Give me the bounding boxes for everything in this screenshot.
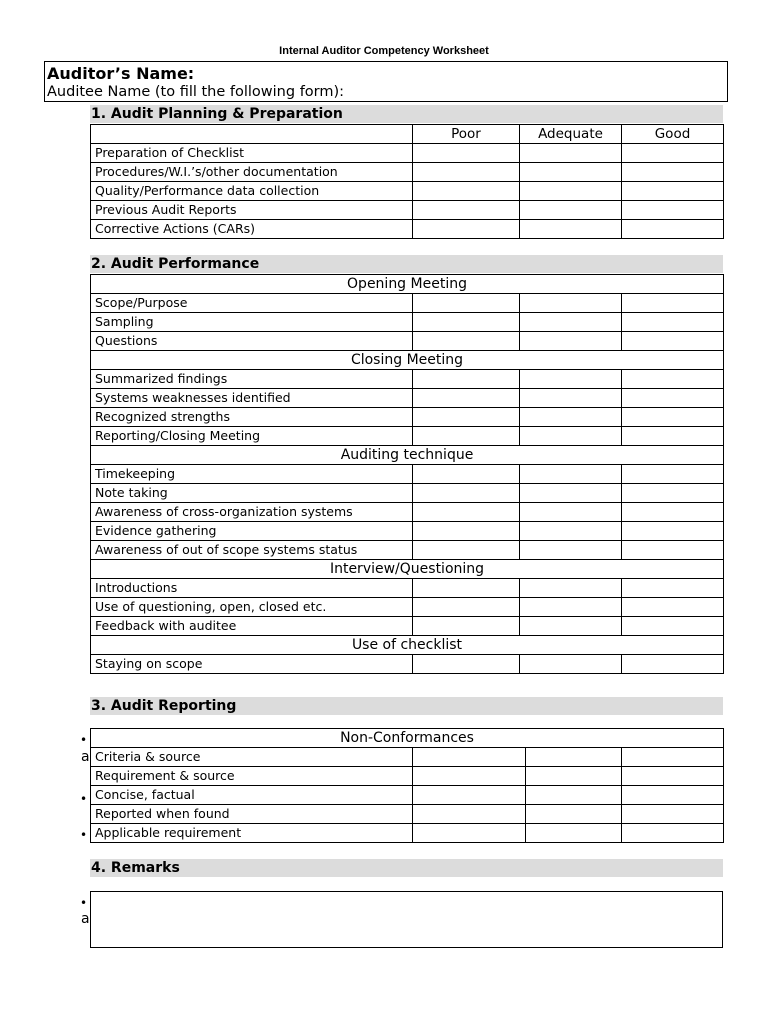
row-label: Systems weaknesses identified (91, 389, 413, 408)
rating-cell[interactable] (622, 617, 724, 636)
rating-cell[interactable] (413, 370, 520, 389)
rating-cell[interactable] (413, 313, 520, 332)
rating-cell[interactable] (520, 144, 622, 163)
stray-bullet: • (80, 828, 88, 842)
rating-cell[interactable] (520, 522, 622, 541)
rating-cell[interactable] (526, 786, 622, 805)
rating-cell[interactable] (520, 598, 622, 617)
group-header-row (91, 560, 724, 579)
group-title-auditing-technique: Auditing technique (91, 446, 724, 465)
row-label: Reported when found (91, 805, 413, 824)
rating-cell[interactable] (622, 408, 724, 427)
row-label: Criteria & source (91, 748, 413, 767)
group-title-non-conformances: Non-Conformances (91, 729, 724, 748)
rating-cell[interactable] (622, 313, 724, 332)
rating-cell[interactable] (622, 201, 724, 220)
group-header-row (91, 729, 724, 748)
rating-cell[interactable] (413, 824, 526, 843)
rating-cell[interactable] (413, 163, 520, 182)
rating-cell[interactable] (622, 389, 724, 408)
rating-cell[interactable] (622, 220, 724, 239)
rating-cell[interactable] (622, 182, 724, 201)
rating-cell[interactable] (622, 767, 724, 786)
row-label: Introductions (91, 579, 413, 598)
row-label: Previous Audit Reports (91, 201, 413, 220)
table-row (91, 805, 724, 824)
group-title-closing-meeting: Closing Meeting (91, 351, 724, 370)
row-label: Requirement & source (91, 767, 413, 786)
row-label: Use of questioning, open, closed etc. (91, 598, 413, 617)
rating-cell[interactable] (520, 313, 622, 332)
group-header-row (91, 446, 724, 465)
table-row (91, 220, 724, 239)
rating-cell[interactable] (413, 579, 520, 598)
group-title-opening-meeting: Opening Meeting (91, 275, 724, 294)
row-label: Staying on scope (91, 655, 413, 674)
table-row (91, 617, 724, 636)
rating-cell[interactable] (413, 617, 520, 636)
rating-cell[interactable] (413, 220, 520, 239)
reporting-table (90, 728, 724, 843)
table-row (91, 748, 724, 767)
row-label: Evidence gathering (91, 522, 413, 541)
rating-cell[interactable] (520, 541, 622, 560)
table-row (91, 389, 724, 408)
row-label: Questions (91, 332, 413, 351)
table-row (91, 332, 724, 351)
column-header-good: Good (622, 125, 724, 144)
row-label: Sampling (91, 313, 413, 332)
group-title-use-of-checklist: Use of checklist (91, 636, 724, 655)
rating-cell[interactable] (413, 144, 520, 163)
worksheet-title: Internal Auditor Competency Worksheet (279, 45, 489, 57)
column-header-poor: Poor (413, 125, 520, 144)
row-label: Summarized findings (91, 370, 413, 389)
section-heading-performance: 2. Audit Performance (90, 255, 723, 273)
rating-cell[interactable] (413, 522, 520, 541)
rating-cell[interactable] (526, 805, 622, 824)
rating-cell[interactable] (413, 748, 526, 767)
section-heading-reporting: 3. Audit Reporting (90, 697, 723, 715)
rating-cell[interactable] (520, 408, 622, 427)
rating-cell[interactable] (413, 598, 520, 617)
rating-cell[interactable] (520, 220, 622, 239)
table-row (91, 465, 724, 484)
table-row (91, 598, 724, 617)
table-row (91, 579, 724, 598)
rating-cell[interactable] (520, 465, 622, 484)
group-header-row (91, 275, 724, 294)
group-title-interview-questioning: Interview/Questioning (91, 560, 724, 579)
group-header-row (91, 636, 724, 655)
rating-cell[interactable] (526, 824, 622, 843)
rating-cell[interactable] (622, 579, 724, 598)
auditor-name-label: Auditor’s Name: (47, 64, 195, 83)
rating-cell[interactable] (413, 465, 520, 484)
table-row (91, 786, 724, 805)
table-row (91, 163, 724, 182)
rating-cell[interactable] (622, 541, 724, 560)
table-row (91, 182, 724, 201)
table-row (91, 313, 724, 332)
rating-cell[interactable] (526, 748, 622, 767)
row-label: Corrective Actions (CARs) (91, 220, 413, 239)
rating-cell[interactable] (413, 294, 520, 313)
row-label: Concise, factual (91, 786, 413, 805)
rating-cell[interactable] (413, 805, 526, 824)
row-label: Preparation of Checklist (91, 144, 413, 163)
rating-cell[interactable] (413, 655, 520, 674)
rating-cell[interactable] (520, 484, 622, 503)
rating-cell[interactable] (622, 332, 724, 351)
table-row (91, 427, 724, 446)
table-row (91, 824, 724, 843)
rating-cell[interactable] (520, 332, 622, 351)
rating-cell[interactable] (520, 617, 622, 636)
row-label: Procedures/W.I.’s/other documentation (91, 163, 413, 182)
rating-cell[interactable] (622, 786, 724, 805)
auditee-name-label: Auditee Name (to fill the following form): (47, 84, 345, 100)
rating-cell[interactable] (622, 824, 724, 843)
rating-cell[interactable] (520, 389, 622, 408)
table-row (91, 484, 724, 503)
remarks-input-box[interactable] (90, 891, 723, 948)
table-row (91, 767, 724, 786)
rating-cell[interactable] (413, 182, 520, 201)
rating-cell[interactable] (622, 522, 724, 541)
rating-cell[interactable] (520, 503, 622, 522)
row-label: Awareness of cross-organization systems (91, 503, 413, 522)
row-label: Feedback with auditee (91, 617, 413, 636)
table-row (91, 408, 724, 427)
rating-cell[interactable] (520, 182, 622, 201)
stray-bullet: • (80, 896, 88, 910)
stray-letter: a (81, 749, 90, 765)
rating-cell[interactable] (622, 503, 724, 522)
row-label: Recognized strengths (91, 408, 413, 427)
rating-cell[interactable] (413, 767, 526, 786)
row-label: Quality/Performance data collection (91, 182, 413, 201)
rating-cell[interactable] (622, 598, 724, 617)
group-header-row (91, 351, 724, 370)
stray-letter: a (81, 911, 90, 927)
table-header-row (91, 125, 724, 144)
column-header-adequate: Adequate (520, 125, 622, 144)
rating-cell[interactable] (520, 427, 622, 446)
stray-bullet: • (80, 733, 88, 747)
rating-cell[interactable] (622, 655, 724, 674)
row-label: Timekeeping (91, 465, 413, 484)
rating-cell[interactable] (622, 484, 724, 503)
table-row (91, 503, 724, 522)
rating-cell[interactable] (622, 465, 724, 484)
rating-cell[interactable] (413, 786, 526, 805)
rating-cell[interactable] (520, 579, 622, 598)
row-label: Scope/Purpose (91, 294, 413, 313)
rating-cell[interactable] (413, 427, 520, 446)
rating-cell[interactable] (520, 294, 622, 313)
table-row (91, 201, 724, 220)
rating-cell[interactable] (526, 767, 622, 786)
table-row (91, 144, 724, 163)
rating-cell[interactable] (520, 655, 622, 674)
row-label: Applicable requirement (91, 824, 413, 843)
rating-cell[interactable] (622, 805, 724, 824)
rating-cell[interactable] (413, 408, 520, 427)
name-box (44, 61, 728, 102)
column-header (91, 125, 413, 144)
rating-cell[interactable] (622, 294, 724, 313)
rating-cell[interactable] (520, 163, 622, 182)
rating-cell[interactable] (413, 541, 520, 560)
rating-cell[interactable] (413, 201, 520, 220)
rating-cell[interactable] (520, 370, 622, 389)
rating-cell[interactable] (622, 163, 724, 182)
table-row (91, 541, 724, 560)
table-row (91, 522, 724, 541)
rating-cell[interactable] (622, 748, 724, 767)
rating-cell[interactable] (413, 484, 520, 503)
stray-bullet: • (80, 792, 88, 806)
row-label: Awareness of out of scope systems status (91, 541, 413, 560)
rating-cell[interactable] (413, 332, 520, 351)
row-label: Note taking (91, 484, 413, 503)
table-row (91, 370, 724, 389)
rating-cell[interactable] (413, 389, 520, 408)
table-row (91, 294, 724, 313)
planning-table (90, 124, 724, 239)
section-heading-remarks: 4. Remarks (90, 859, 723, 877)
rating-cell[interactable] (622, 427, 724, 446)
rating-cell[interactable] (622, 144, 724, 163)
row-label: Reporting/Closing Meeting (91, 427, 413, 446)
rating-cell[interactable] (622, 370, 724, 389)
table-row (91, 655, 724, 674)
rating-cell[interactable] (520, 201, 622, 220)
section-heading-planning: 1. Audit Planning & Preparation (90, 105, 723, 123)
rating-cell[interactable] (413, 503, 520, 522)
performance-table (90, 274, 724, 674)
